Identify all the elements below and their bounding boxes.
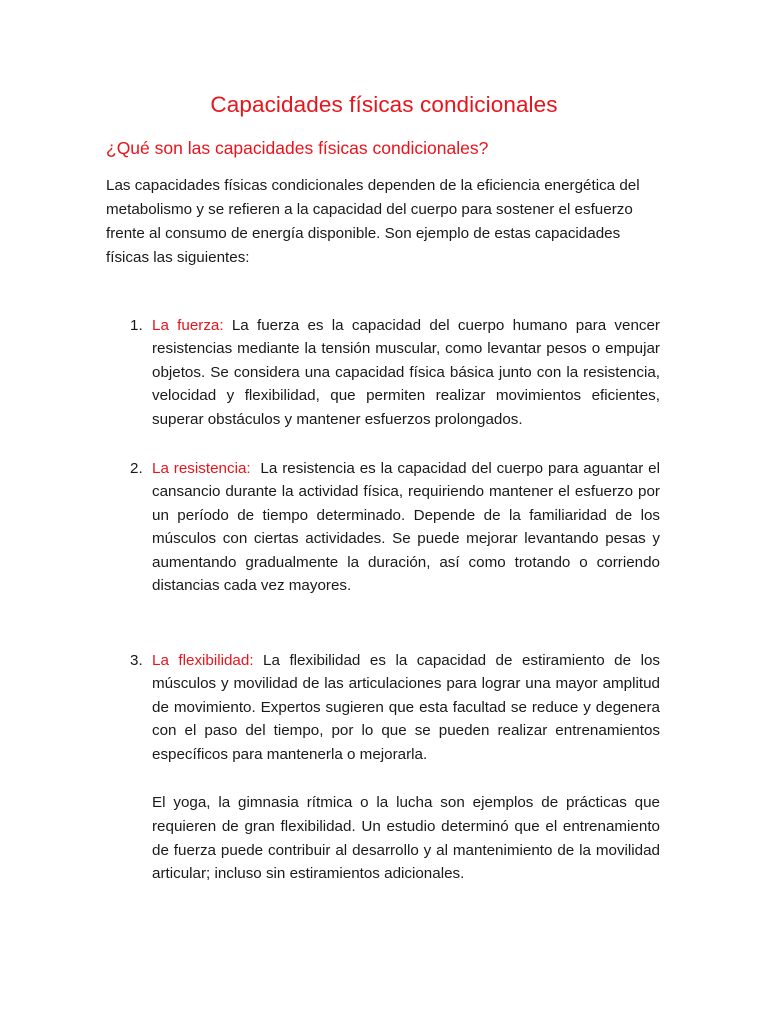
intro-paragraph: Las capacidades físicas condicionales dependen de la eficiencia energética del metabolismo y se refieren a la capacidad del cuerpo para sostener el esfuerzo frente al consumo de energía disponible. Son ejemplo de estas capacidades físicas las siguientes: <box>106 177 640 266</box>
list-item-fuerza <box>130 314 660 431</box>
list-item-number: 2. <box>130 460 143 477</box>
list-item-flexibilidad <box>130 649 661 766</box>
list-item-resistencia <box>130 457 665 597</box>
list-item-number: 1. <box>130 317 143 334</box>
flexibility-examples-paragraph: El yoga, la gimnasia rítmica o la lucha son ejemplos de prácticas que requieren de gran flexibilidad. Un estudio determinó que el entrenamiento de fuerza puede contribuir al desarrollo y al mantenimiento de la movilidad articular; incluso sin estiramientos adicionales. <box>152 794 660 883</box>
list-item-text: La flexibilidad es la capacidad de estiramiento de los músculos y movilidad de las articulaciones para lograr una mayor amplitud de movimiento. Expertos sugieren que esta facultad se reduce y degenera con el paso del tiempo, por lo que se pueden realizar entrenamientos específicos para mantenerla o mejorarla. <box>152 652 661 763</box>
list-item-label: La resistencia: <box>152 460 251 477</box>
list-item-text: La resistencia es la capacidad del cuerpo para aguantar el cansancio durante la actividad física, requiriendo mantener el esfuerzo por un período de tiempo determinado. Depende de la familiaridad de los músculos con ciertas actividades. Se puede mejorar levantando pesas y aumentando gradualmente la duración, así como trotando o corriendo distancias cada vez mayores. <box>152 460 665 595</box>
section-heading: ¿Qué son las capacidades físicas condicionales? <box>106 138 489 158</box>
list-item-text: La fuerza es la capacidad del cuerpo humano para vencer resistencias mediante la tensión muscular, como levantar pesos o empujar objetos. Se considera una capacidad física básica junto con la resistencia, velocidad y flexibilidad, que permiten realizar movimientos eficientes, superar obstáculos y mantener esfuerzos prolongados. <box>152 317 660 428</box>
list-item-label: La flexibilidad: <box>152 652 254 669</box>
list-item-number: 3. <box>130 652 143 669</box>
list-item-label: La fuerza: <box>152 317 224 334</box>
page-title: Capacidades físicas condicionales <box>210 92 558 117</box>
